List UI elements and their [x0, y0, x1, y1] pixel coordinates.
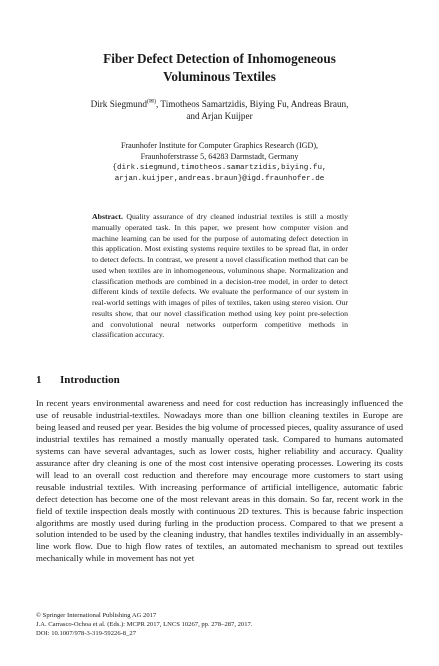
- affiliation: [40, 140, 399, 185]
- affiliation-line-1: Fraunhofer Institute for Computer Graphics Research (IGD),: [120, 141, 319, 150]
- authors-line-2: and Arjan Kuijper: [186, 111, 253, 122]
- section-number: 1: [36, 374, 42, 386]
- email-line-1: {dirk.siegmund,timotheos.samartzidis,biying.fu,: [112, 163, 327, 172]
- authors-line-1: [40, 96, 399, 110]
- corresponding-author: Dirk Siegmund: [90, 99, 147, 110]
- publication-footnote: [36, 612, 403, 639]
- email-line-2: arjan.kuijper,andreas.braun}@igd.fraunhofer.de: [114, 174, 325, 183]
- co-authors: , Timotheos Samartzidis, Biying Fu, Andreas Braun,: [156, 99, 349, 110]
- footnote-copyright: © Springer International Publishing AG 2017: [36, 612, 157, 619]
- abstract: [92, 212, 348, 341]
- footnote-doi: DOI: 10.1007/978-3-319-59226-8_27: [36, 629, 136, 637]
- introduction-paragraph: In recent years environmental awareness and need for cost reduction has increasingly influenced the use of reusable industrial-textiles. Nowadays more than one billion cleaning textiles in Europe are being leased and reused per year. Besides the big volume of processed pieces, quality assurance of used industrial textiles has remained a mostly manually operated task. Compared to humans automated systems can have several advantages, such as lower costs, higher reliability and accuracy. Quality assurance after dry cleaning is one of the most cost intensive operating processes. Lowering its costs will lead to an overall cost reduction and therefore may encourage more customers to start using reusable industrial textiles. With increasing performance of artificial intelligence, automatic fabric defect detection has become one of the most relevant areas in this domain. So far, recent work in the field of textile inspection deals mostly with continuous 2D textures. This is because fabric inspection algorithms are mostly used during furling in the production process. Compared to that we present a solution intended to be used by the cleaning industry, that handles textiles individually in an assembly-line work flow. Due to high flow rates of textiles, an automated mechanism to spread out textiles mechanically while in movement has not yet: [36, 398, 403, 564]
- abstract-label: Abstract.: [92, 212, 123, 221]
- affiliation-line-2: Fraunhoferstrasse 5, 64283 Darmstadt, Germany: [140, 152, 299, 162]
- title-line-1: Fiber Defect Detection of Inhomogeneous: [103, 51, 336, 66]
- author-list: [40, 96, 399, 122]
- title-line-2: Voluminous Textiles: [163, 69, 276, 84]
- abstract-text: Quality assurance of dry cleaned industrial textiles is still a mostly manually operated task. In this paper, we present how computer vision and machine learning can be used for the purpose of automating defect detection in this application. Most existing systems require textiles to be spread flat, in order to detect defects. In contrast, we present a novel classification method that can be used when textiles are in inhomogeneous, voluminous shape. Normalization and classification methods are combined in a decision-tree model, in order to detect different kinds of textile defects. We evaluate the performance of our system in real-world settings with images of piles of textiles, taken using stereo vision. Our results show, that our novel classification method using key point pre-selection and convolutional neural networks outperform competitive methods in classification accuracy.: [92, 212, 348, 340]
- corresponding-author-mark: (✉): [146, 99, 156, 105]
- footnote-citation: J.A. Carrasco-Ochoa et al. (Eds.): MCPR 2017, LNCS 10267, pp. 278–287, 2017.: [36, 620, 253, 628]
- paper-title: [40, 50, 399, 86]
- section-heading: [36, 374, 403, 386]
- section-title: Introduction: [60, 374, 120, 386]
